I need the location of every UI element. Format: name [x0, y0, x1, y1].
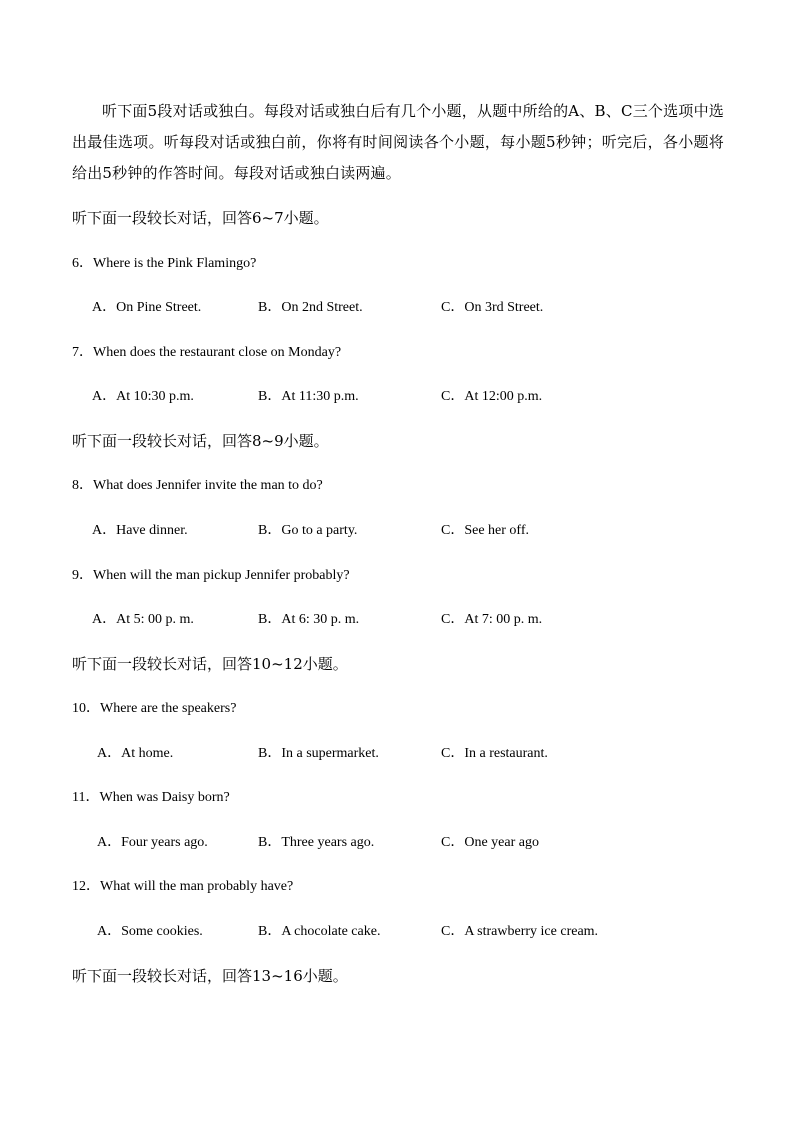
instructions-paragraph: 听下面5段对话或独白。每段对话或独白后有几个小题，从题中所给的A、B、C三个选项中选出最佳选项。听每段对话或独白前，你将有时间阅读各个小题，每小题5秒钟；听完后，各小题将给出5秒钟的作答时间。每段对话或独白读两遍。	[72, 102, 724, 182]
question-9-option-b: B．At 6: 30 p. m.	[258, 612, 360, 627]
question-6-option-a: A．On Pine Street.	[92, 300, 202, 315]
question-6-option-c: C．On 3rd Street.	[441, 300, 544, 315]
question-11-option-c: C．One year ago	[441, 835, 539, 850]
question-10-option-a: A．At home.	[97, 746, 174, 761]
question-12-option-a: A．Some cookies.	[97, 924, 203, 939]
question-11-option-b: B．Three years ago.	[258, 835, 375, 850]
question-11: 11．When was Daisy born?	[72, 790, 230, 805]
question-9-option-c: C．At 7: 00 p. m.	[441, 612, 543, 627]
question-11-option-a: A．Four years ago.	[97, 835, 208, 850]
question-6-option-b: B．On 2nd Street.	[258, 300, 363, 315]
question-10-option-c: C．In a restaurant.	[441, 746, 548, 761]
question-9-option-a: A．At 5: 00 p. m.	[92, 612, 194, 627]
question-8-option-b: B．Go to a party.	[258, 523, 358, 538]
question-10: 10．Where are the speakers?	[72, 701, 237, 716]
question-7-option-b: B．At 11:30 p.m.	[258, 389, 359, 404]
question-10-option-b: B．In a supermarket.	[258, 746, 379, 761]
question-12-option-c: C．A strawberry ice cream.	[441, 924, 599, 939]
question-12-option-b: B．A chocolate cake.	[258, 924, 381, 939]
question-8: 8．What does Jennifer invite the man to do?	[72, 478, 323, 493]
question-7-option-a: A．At 10:30 p.m.	[92, 389, 194, 404]
question-6: 6．Where is the Pink Flamingo?	[72, 256, 257, 271]
question-7: 7．When does the restaurant close on Monday?	[72, 345, 342, 360]
question-7-option-c: C．At 12:00 p.m.	[441, 389, 543, 404]
section-heading-8-9: 听下面一段较长对话，回答8~9小题。	[72, 432, 329, 450]
question-8-option-c: C．See her off.	[441, 523, 529, 538]
question-12: 12．What will the man probably have?	[72, 879, 294, 894]
section-heading-13-16: 听下面一段较长对话，回答13~16小题。	[72, 967, 348, 985]
section-heading-10-12: 听下面一段较长对话，回答10~12小题。	[72, 655, 348, 673]
question-9: 9．When will the man pickup Jennifer probably?	[72, 568, 350, 583]
section-heading-6-7: 听下面一段较长对话，回答6~7小题。	[72, 209, 329, 227]
question-8-option-a: A．Have dinner.	[92, 523, 188, 538]
